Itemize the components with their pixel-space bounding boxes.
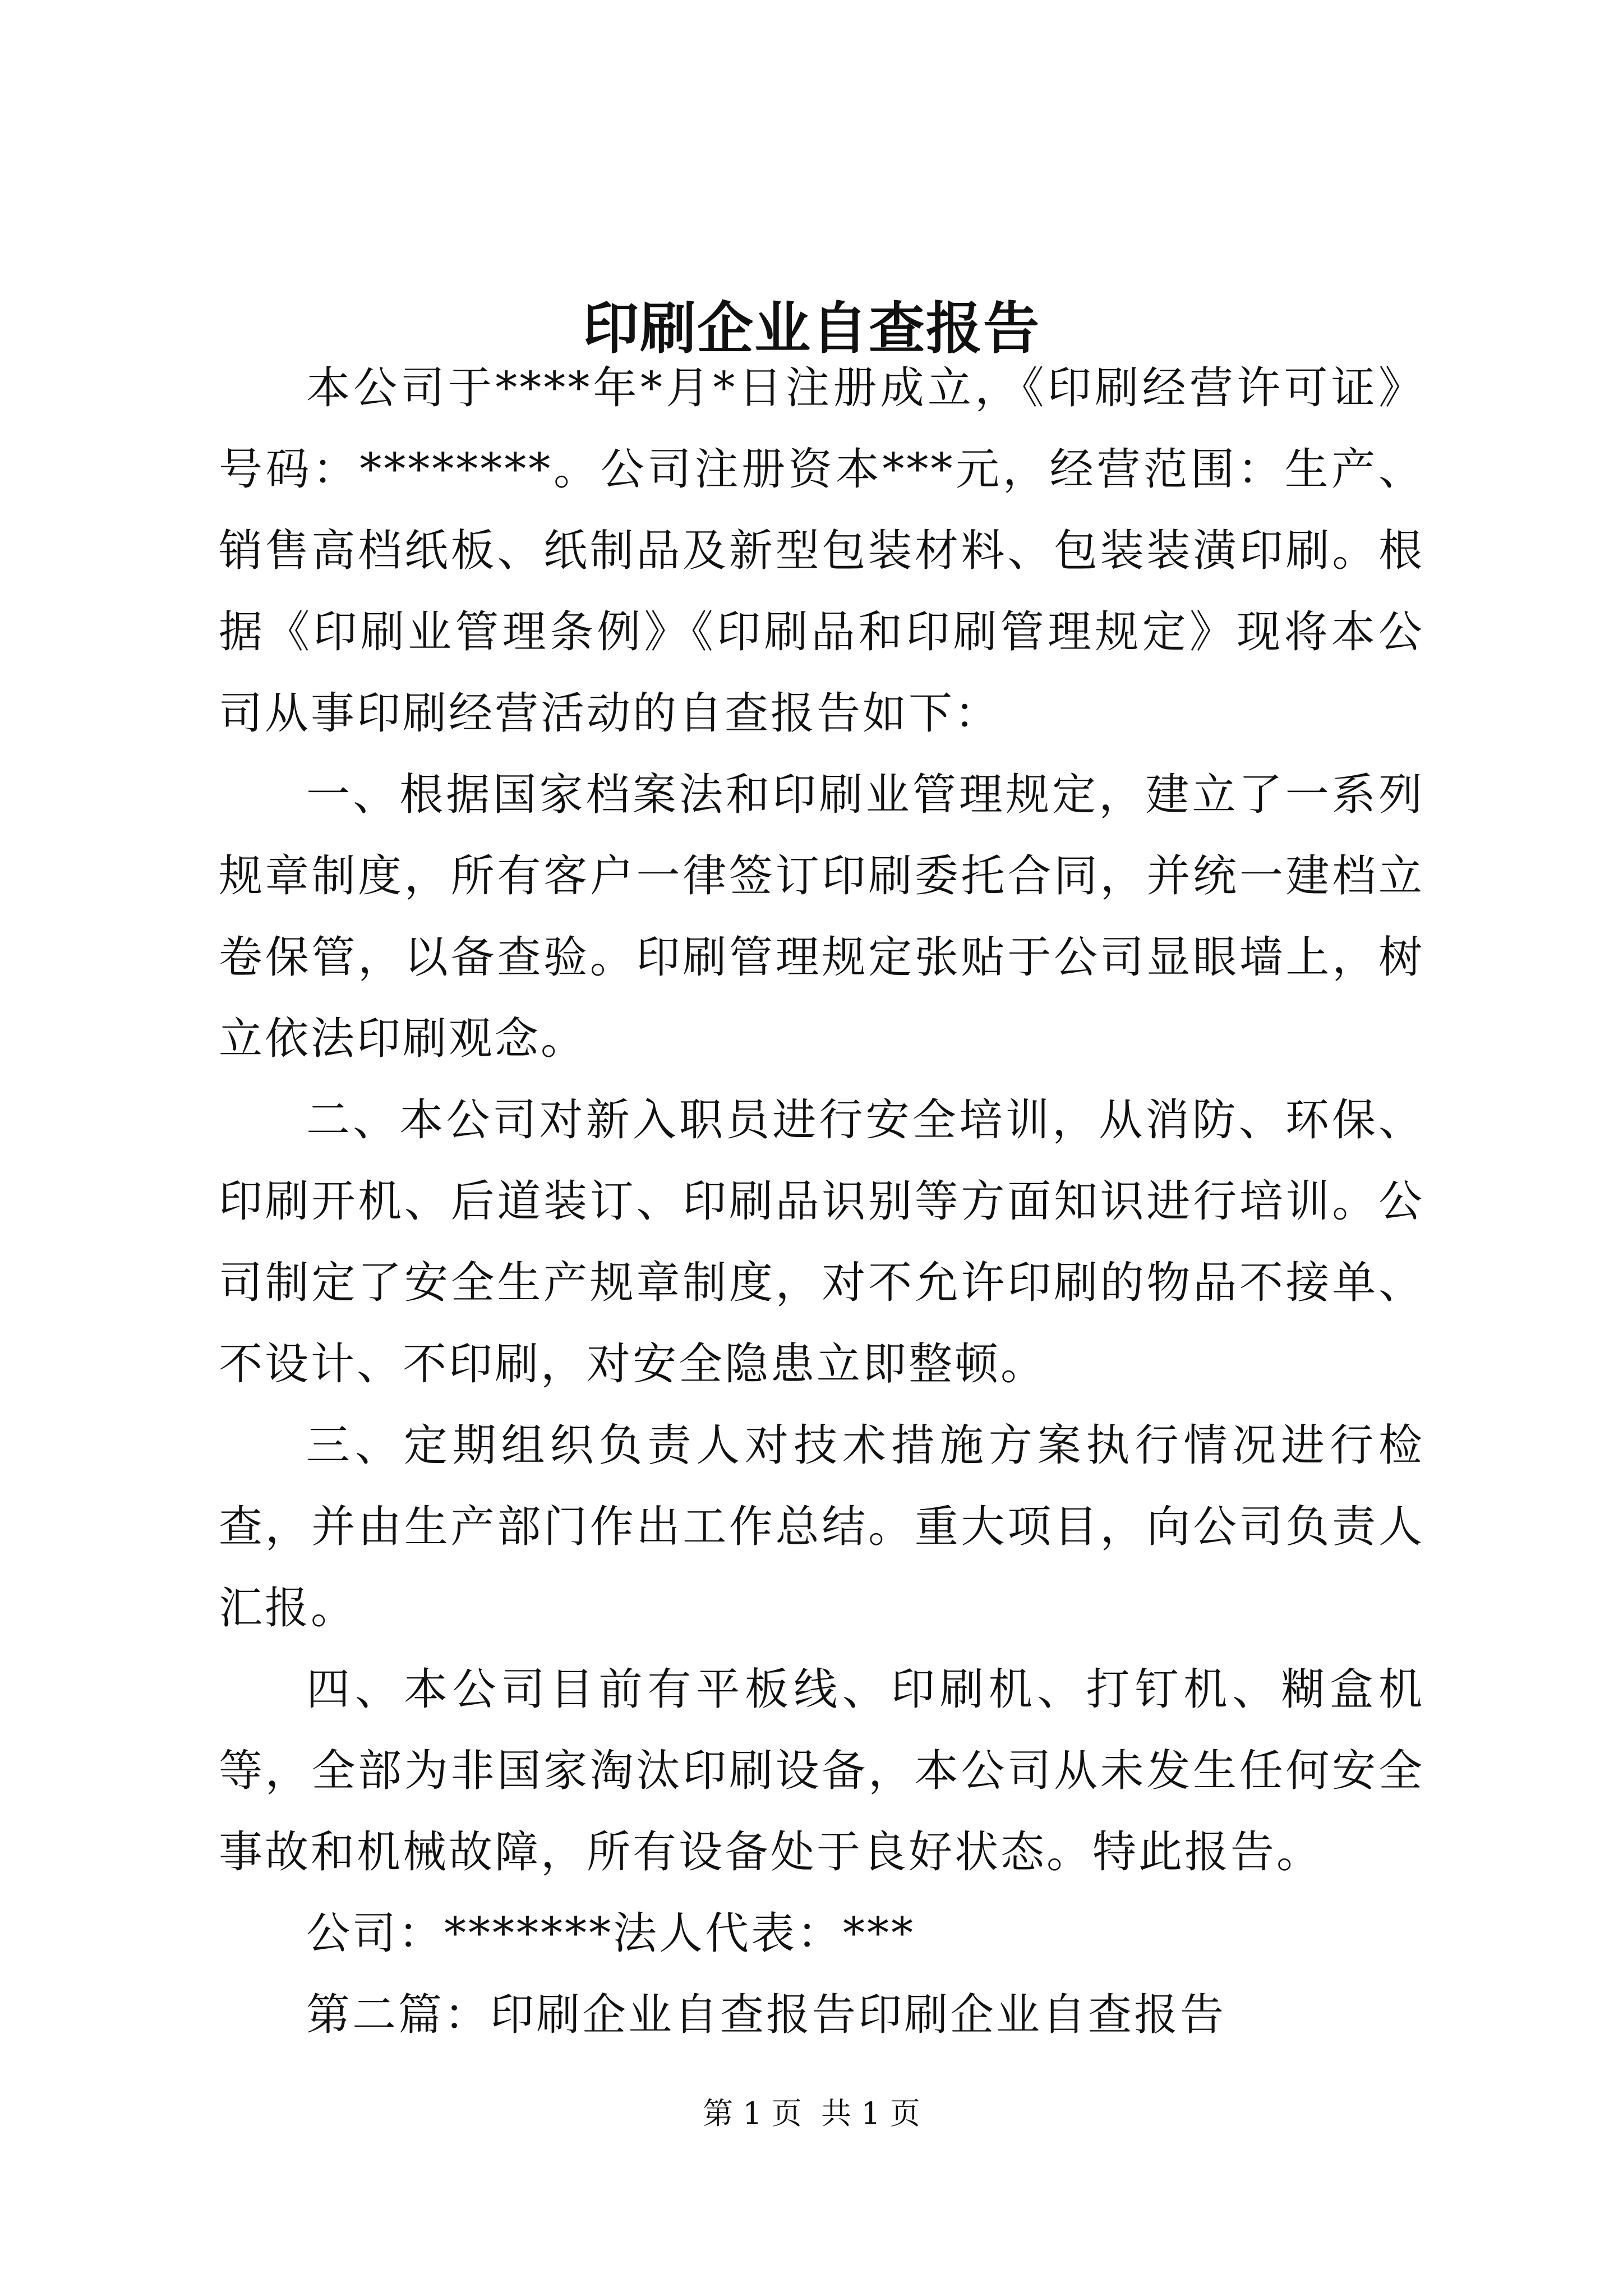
page-number: 第 1 页 — [703, 2096, 802, 2131]
page-footer — [0, 2091, 1623, 2136]
document-title: 印刷企业自查报告 — [583, 295, 1040, 361]
second-part-heading: 第二篇：印刷企业自查报告印刷企业自查报告 — [306, 1990, 1227, 2040]
document-body — [219, 348, 1424, 2056]
section-2-paragraph: 二、本公司对新入职员进行安全培训，从消防、环保、印刷开机、后道装订、印刷品识别等方面知识进行培训。公司制定了安全生产规章制度，对不允许印刷的物品不接单、不设计、不印刷，对安全隐患立即整顿。 — [219, 1095, 1424, 1389]
section-1-paragraph: 一、根据国家档案法和印刷业管理规定，建立了一系列规章制度，所有客户一律签订印刷委托合同，并统一建档立卷保管，以备查验。印刷管理规定张贴于公司显眼墙上，树立依法印刷观念。 — [219, 770, 1424, 1064]
signature-line: 公司：*******法人代表：*** — [306, 1908, 916, 1959]
section-3-paragraph: 三、定期组织负责人对技术措施方案执行情况进行检查，并由生产部门作出工作总结。重大项目，向公司负责人汇报。 — [219, 1420, 1424, 1634]
intro-paragraph: 本公司于****年*月*日注册成立，《印刷经营许可证》号码：********。公司注册资本***元，经营范围：生产、销售高档纸板、纸制品及新型包装材料、包装装潢印刷。根据《印刷业管理条例》《印刷品和印刷管理规定》现将本公司从事印刷经营活动的自查报告如下： — [219, 363, 1424, 739]
page-total: 共 1 页 — [821, 2096, 920, 2131]
section-4-paragraph: 四、本公司目前有平板线、印刷机、打钉机、糊盒机等，全部为非国家淘汰印刷设备，本公司从未发生任何安全事故和机械故障，所有设备处于良好状态。特此报告。 — [219, 1664, 1424, 1878]
